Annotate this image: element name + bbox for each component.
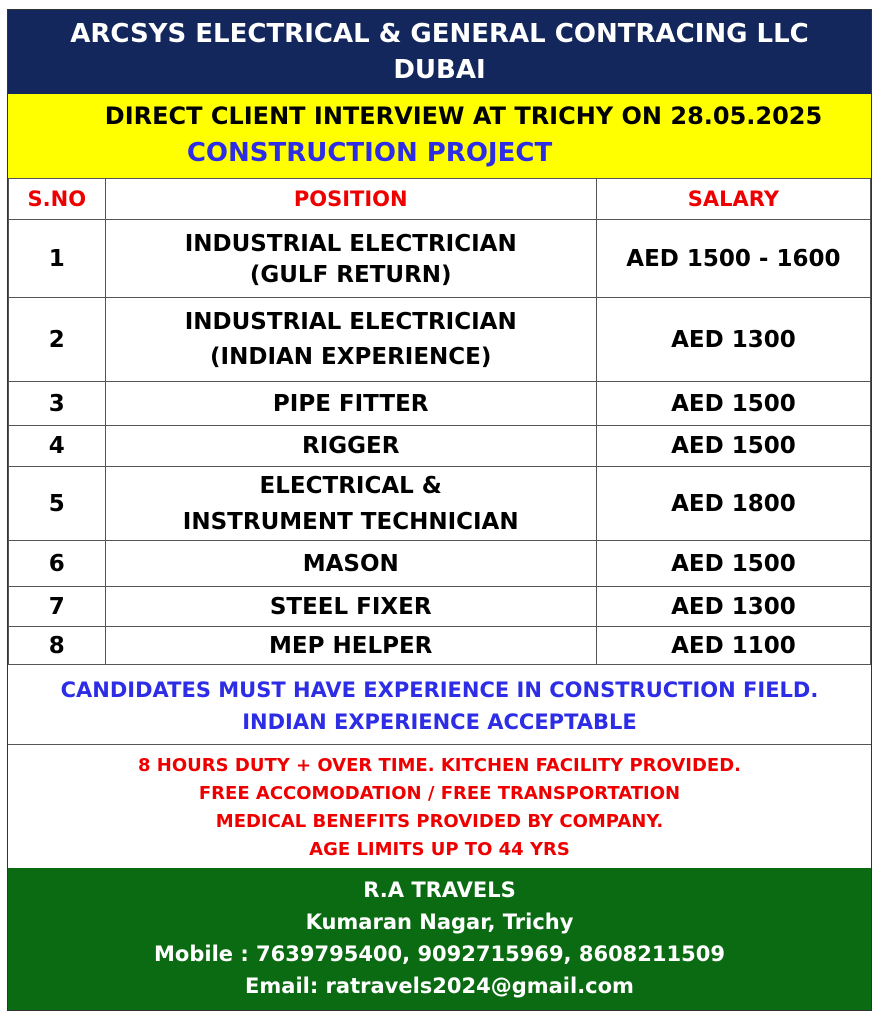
- contact-footer: [8, 868, 871, 1010]
- row-sno: 4: [9, 426, 106, 467]
- table-row: [9, 627, 871, 665]
- row-sno: 1: [9, 220, 106, 298]
- table-row: [9, 298, 871, 382]
- row-position: PIPE FITTER: [105, 382, 596, 426]
- table-row: [9, 382, 871, 426]
- row-salary: AED 1300: [596, 298, 870, 382]
- row-position: [105, 220, 596, 298]
- row-salary: AED 1500 - 1600: [596, 220, 870, 298]
- row-position: RIGGER: [105, 426, 596, 467]
- table-header-row: [9, 179, 871, 220]
- project-title: CONSTRUCTION PROJECT: [186, 138, 553, 168]
- experience-note-line: CANDIDATES MUST HAVE EXPERIENCE IN CONSTRUCTION FIELD.: [60, 678, 819, 702]
- experience-note-line: INDIAN EXPERIENCE ACCEPTABLE: [242, 710, 637, 734]
- terms-line: MEDICAL BENEFITS PROVIDED BY COMPANY.: [215, 811, 664, 832]
- row-position: MASON: [105, 541, 596, 587]
- table-row: [9, 220, 871, 298]
- terms-line: 8 HOURS DUTY + OVER TIME. KITCHEN FACILITY PROVIDED.: [138, 755, 741, 776]
- row-salary: AED 1500: [596, 541, 870, 587]
- row-sno: 6: [9, 541, 106, 587]
- table-row: [9, 587, 871, 627]
- position-note: (INDIAN EXPERIENCE): [210, 343, 492, 370]
- header-sno: S.NO: [9, 179, 106, 220]
- terms-line: FREE ACCOMODATION / FREE TRANSPORTATION: [198, 783, 681, 804]
- position-title: INDUSTRIAL ELECTRICIAN: [184, 308, 517, 335]
- experience-note: [8, 664, 871, 745]
- agency-address: Kumaran Nagar, Trichy: [305, 910, 574, 934]
- position-note: (GULF RETURN): [249, 261, 452, 288]
- interview-banner: [8, 94, 871, 179]
- row-position: MEP HELPER: [105, 627, 596, 665]
- company-name: ARCSYS ELECTRICAL & GENERAL CONTRACING LLC: [70, 19, 809, 49]
- position-title: INDUSTRIAL ELECTRICIAN: [184, 230, 517, 257]
- table-row: [9, 467, 871, 541]
- row-sno: 2: [9, 298, 106, 382]
- terms-section: [8, 744, 871, 868]
- terms-line: AGE LIMITS UP TO 44 YRS: [309, 839, 570, 860]
- row-position: [105, 298, 596, 382]
- agency-email: Email: ratravels2024@gmail.com: [245, 974, 634, 998]
- header-salary: SALARY: [596, 179, 870, 220]
- row-sno: 3: [9, 382, 106, 426]
- header-position: POSITION: [105, 179, 596, 220]
- row-salary: AED 1500: [596, 426, 870, 467]
- row-salary: AED 1800: [596, 467, 870, 541]
- job-poster: [7, 9, 872, 1011]
- company-header: [8, 10, 871, 94]
- row-sno: 7: [9, 587, 106, 627]
- row-salary: AED 1100: [596, 627, 870, 665]
- row-position: ELECTRICAL & INSTRUMENT TECHNICIAN: [105, 467, 596, 541]
- positions-table: [8, 178, 871, 665]
- agency-name: R.A TRAVELS: [363, 878, 516, 902]
- row-position: STEEL FIXER: [105, 587, 596, 627]
- row-sno: 8: [9, 627, 106, 665]
- interview-date-text: DIRECT CLIENT INTERVIEW AT TRICHY ON 28.05.2025: [104, 102, 823, 130]
- row-salary: AED 1500: [596, 382, 870, 426]
- agency-mobile: Mobile : 7639795400, 9092715969, 8608211509: [154, 942, 725, 966]
- row-salary: AED 1300: [596, 587, 870, 627]
- row-sno: 5: [9, 467, 106, 541]
- company-city: DUBAI: [393, 55, 486, 85]
- table-row: [9, 541, 871, 587]
- table-row: [9, 426, 871, 467]
